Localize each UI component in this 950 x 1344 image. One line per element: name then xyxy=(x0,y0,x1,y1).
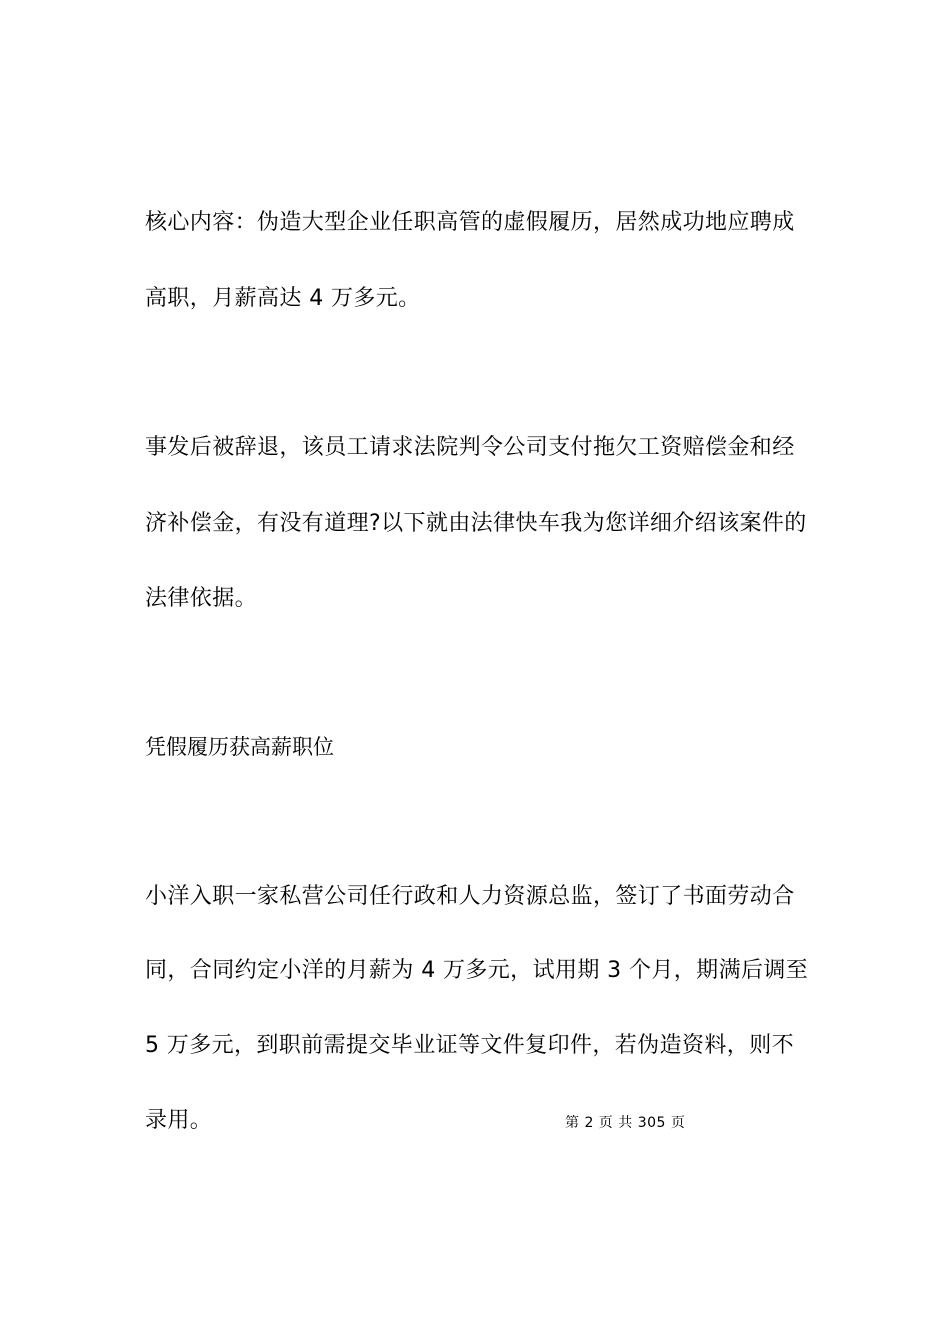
text-line: 录用。 xyxy=(145,1108,213,1133)
text-line: 事发后被辞退，该员工请求法院判令公司支付拖欠工资赔偿金和经 xyxy=(145,435,795,460)
text-line: 5 万多元，到职前需提交毕业证等文件复印件，若伪造资料，则不 xyxy=(145,1033,794,1058)
text-line: 小洋入职一家私营公司任行政和人力资源总监，签订了书面劳动合 xyxy=(145,884,795,909)
text-line: 核心内容：伪造大型企业任职高管的虚假履历，居然成功地应聘成 xyxy=(145,210,795,235)
section-heading: 凭假履历获高薪职位 xyxy=(145,735,334,759)
text-line: 同，合同约定小洋的月薪为 4 万多元，试用期 3 个月，期满后调至 xyxy=(145,958,809,983)
text-line: 法律依据。 xyxy=(145,586,258,611)
text-line: 济补偿金，有没有道理?以下就由法律快车我为您详细介绍该案件的 xyxy=(145,511,807,536)
page-number: 第 2 页 共 305 页 xyxy=(565,1115,686,1131)
text-line: 高职，月薪高达 4 万多元。 xyxy=(145,286,421,311)
